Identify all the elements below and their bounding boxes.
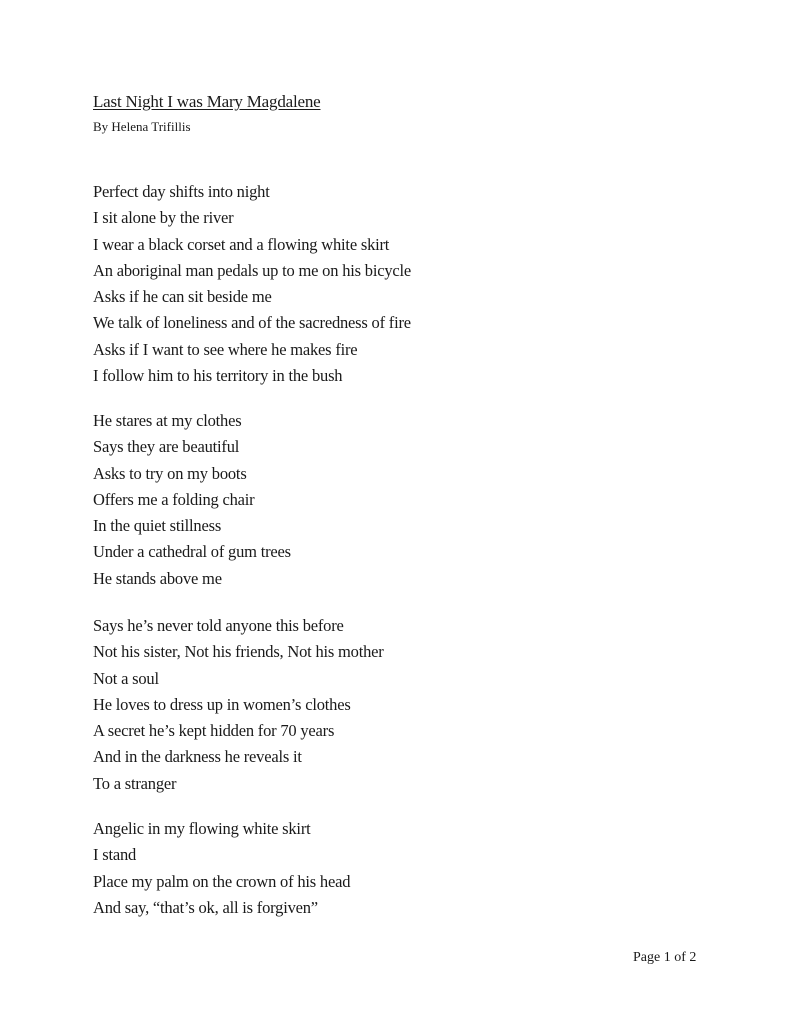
poem-line: I sit alone by the river — [93, 208, 234, 228]
poem-line: He stands above me — [93, 568, 222, 588]
poem-line: Under a cathedral of gum trees — [93, 542, 291, 562]
poem-line: Not his sister, Not his friends, Not his mother — [93, 642, 384, 662]
stanza-3 — [93, 613, 384, 797]
poem-line: Asks if he can sit beside me — [93, 287, 272, 307]
poem-line: Not a soul — [93, 668, 159, 688]
poem-line: In the quiet stillness — [93, 516, 222, 536]
poem-line: We talk of loneliness and of the sacredness of fire — [93, 313, 411, 333]
poem-line: He loves to dress up in women’s clothes — [93, 694, 351, 714]
stanza-1 — [93, 179, 411, 389]
poem-title: Last Night I was Mary Magdalene — [93, 92, 321, 111]
poem-line: He stares at my clothes — [93, 411, 242, 430]
page-number: Page 1 of 2 — [633, 950, 697, 965]
poem-line: And say, “that’s ok, all is forgiven” — [93, 897, 318, 917]
poem-line: An aboriginal man pedals up to me on his bicycle — [93, 260, 412, 280]
poem-line: Asks to try on my boots — [93, 463, 247, 483]
poem-line: A secret he’s kept hidden for 70 years — [93, 721, 335, 741]
poem-line: Angelic in my flowing white skirt — [93, 819, 311, 838]
poem-line: To a stranger — [93, 773, 177, 793]
poem-line: I follow him to his territory in the bush — [93, 366, 343, 386]
poem-line: Says he’s never told anyone this before — [93, 616, 344, 635]
poem-line: Place my palm on the crown of his head — [93, 871, 351, 891]
poem-line: Asks if I want to see where he makes fire — [93, 339, 358, 359]
poem-line: And in the darkness he reveals it — [93, 747, 302, 767]
poem-line: Offers me a folding chair — [93, 489, 255, 509]
poem-byline: By Helena Trifillis — [93, 119, 191, 134]
poem-line: Perfect day shifts into night — [93, 182, 270, 201]
poem-line: Says they are beautiful — [93, 437, 240, 457]
poem-line: I stand — [93, 845, 137, 865]
poem-line: I wear a black corset and a flowing white skirt — [93, 234, 390, 254]
stanza-4 — [93, 816, 350, 921]
stanza-2 — [93, 408, 291, 592]
